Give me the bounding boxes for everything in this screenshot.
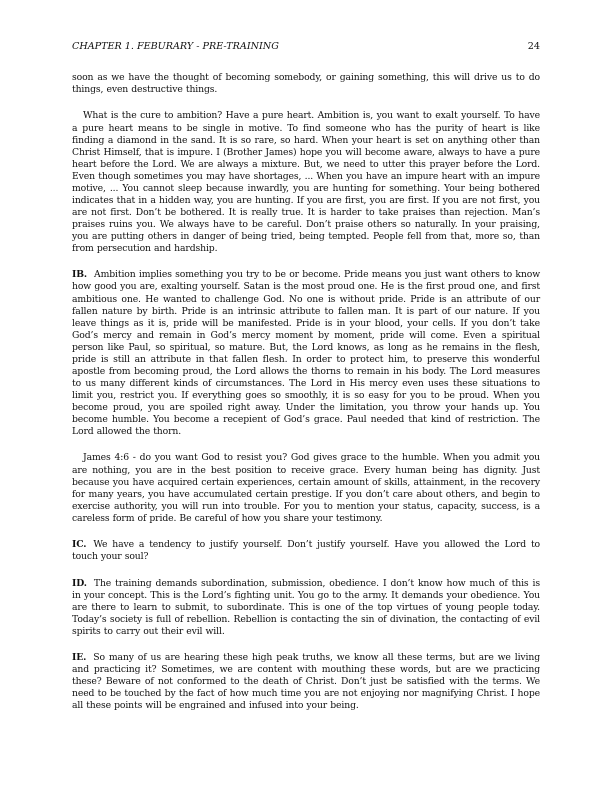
paragraph-ib	[72, 269, 540, 438]
paragraph-james	[72, 452, 540, 524]
body-text	[72, 72, 540, 727]
paragraph-text: The training demands subordination, submission, obedience. I don’t know how much of this is in your concept. This is the Lord’s fighting unit. You go to the army. It demands your obedience. You are there to learn to submit, to subordinate. This is one of the top virtues of young people today. Today’s society is full of rebellion. Rebellion is contacting the sin of divination, the contacting of evil spirits to carry out their evil will.	[72, 577, 540, 637]
section-label: IE.	[72, 652, 87, 664]
paragraph-ic	[72, 539, 540, 563]
paragraph-continuation	[72, 72, 540, 96]
paragraph-id	[72, 578, 540, 638]
paragraph-text: We have a tendency to justify yourself. Don’t justify yourself. Have you allowed the Lord to touch your soul?	[72, 539, 540, 563]
page-number: 24	[527, 41, 540, 52]
paragraph-text: So many of us are hearing these high peak truths, we know all these terms, but are we living and practicing it? Sometimes, we are content with mouthing these words, but are we practicing these? Beware of not conformed to the death of Christ. Don’t just be satisfied with the terms. We need to be touched by the fact of how much time you are not enjoying nor magnifying Christ. I hope all these points will be engrained and infused into your being.	[72, 652, 540, 712]
paragraph-text: James 4:6 - do you want God to resist you? God gives grace to the humble. When you admit you are nothing, you are in the best position to receive grace. Every human being has dignity. Just because you have acquired certain experiences, certain amount of skills, attainment, in the recovery for many years, you have accumulated certain prestige. If you don’t care about others, and begin to exercise authority, you will run into trouble. For you to mention your status, capacity, success, is a careless form of pride. Be careful of how you share your testimony.	[72, 452, 540, 524]
section-label: ID.	[72, 577, 87, 589]
paragraph-text: Ambition implies something you try to be or become. Pride means you just want others to know how good you are, exalting yourself. Satan is the most proud one. He is the first proud one, and first ambitious one. He wanted to challenge God. No one is without pride. Pride is an attribute of our fallen nature by birth. Pride is an intrinsic attribute to fallen man. It is part of our nature. If you leave things as it is, pride will be manifested. Pride is in your blood, your cells. If you don’t take God’s mercy and remain in God’s mercy moment by moment, pride will come. Even a spiritual person like Paul, so spiritual, so mature. But, the Lord knows, as long as he remains in the flesh, pride is still an attribute in that fallen flesh. In order to protect him, to preserve this wonderful apostle from becoming proud, the Lord allows the thorns to remain in his body. The Lord measures to us many different kinds of circumstances. The Lord in His mercy even uses these situations to limit you, restrict you. If everything goes so smoothly, it is so easy for you to be proud. When you become proud, you are spoiled right away. Under the limitation, you throw your hands up. You become humble. You become a recepient of God’s grace. Paul needed that kind of restriction. The Lord allowed the thorn.	[72, 269, 540, 438]
chapter-title: CHAPTER 1. FEBURARY - PRE-TRAINING	[72, 41, 279, 52]
running-header	[72, 41, 540, 53]
paragraph-text: What is the cure to ambition? Have a pure heart. Ambition is, you want to exalt yourself. To have a pure heart means to be single in motive. To find someone who has the purity of heart is like finding a diamond in the sand. It is so rare, so hard. When your heart is set on anything other than Christ Himself, that is impure. I (Brother James) hope you will become aware, always to have a pure heart before the Lord. We are always a mixture. But, we need to utter this prayer before the Lord. Even though sometimes you may have shortages, ... When you have an impure heart with an impure motive, ... You cannot sleep because inwardly, you are hunting for something. Your being bothered indicates that in a hidden way, you are hunting. If you are first, you are first. If you are not first, you are not first. Don’t be bothered. It is really true. It is harder to take praises than rejection. Man’s praises ruins you. We always have to be careful. Don’t praise others so naturally. In your praising, you are putting others in danger of being tried, being tempted. People fell from that, more so, than from persecution and hardship.	[72, 110, 540, 254]
section-label: IB.	[72, 269, 88, 281]
paragraph-pure-heart	[72, 110, 540, 255]
paragraph-text: soon as we have the thought of becoming somebody, or gaining something, this will drive us to do things, even destructive things.	[72, 72, 540, 96]
paragraph-ie	[72, 652, 540, 712]
section-label: IC.	[72, 539, 87, 551]
